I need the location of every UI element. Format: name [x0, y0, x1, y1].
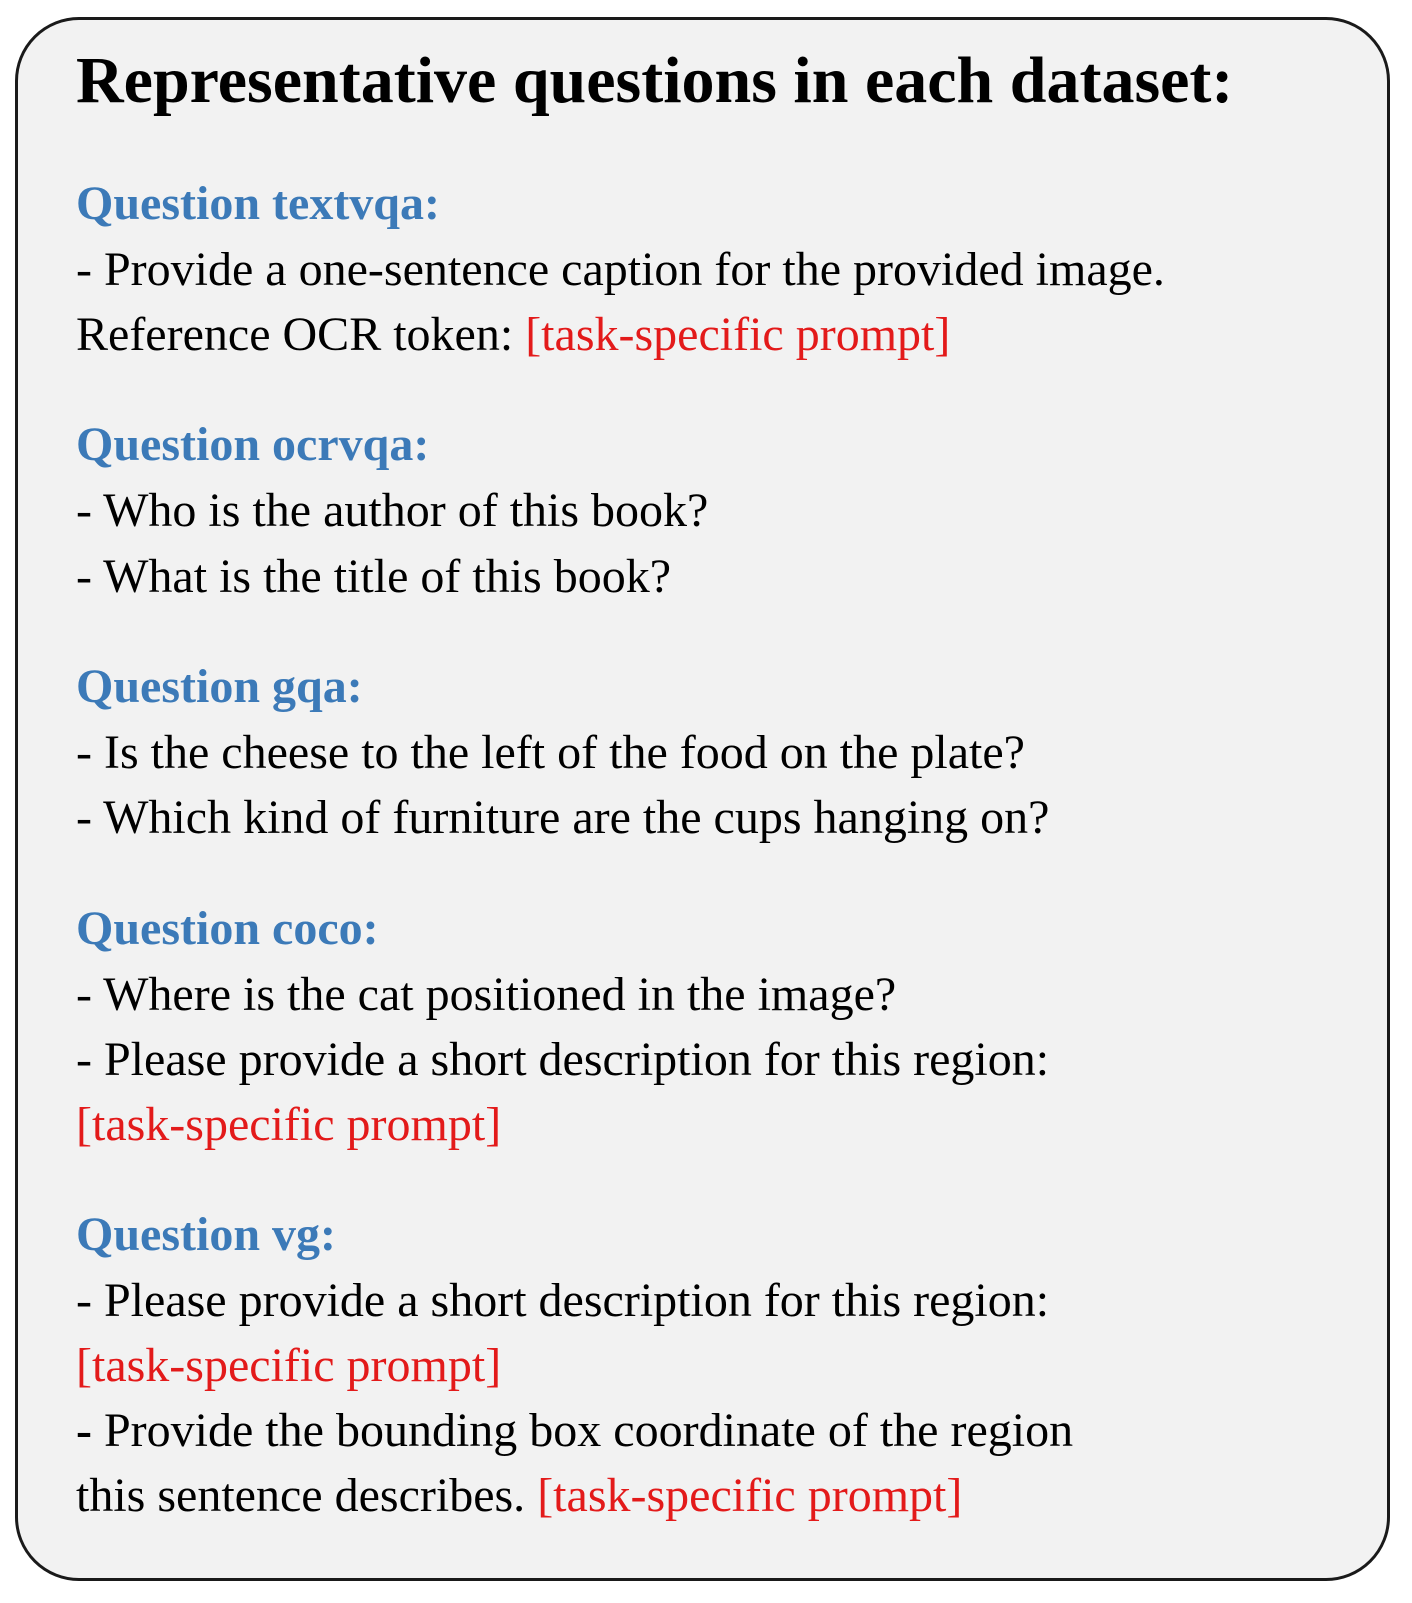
gqa-question-2: - Which kind of furniture are the cups hanging on? — [76, 791, 1050, 844]
vg-question-2-dash: - — [76, 1404, 92, 1457]
textvqa-task-prompt: [task-specific prompt] — [525, 308, 951, 361]
heading-vg: Question vg: — [76, 1208, 337, 1261]
vg-task-prompt-2: [task-specific prompt] — [537, 1469, 963, 1522]
vg-question-2-continued — [76, 1469, 963, 1522]
gqa-question-1: - Is the cheese to the left of the food on the plate? — [76, 726, 1025, 779]
heading-gqa: Question gqa: — [76, 660, 363, 713]
vg-question-2 — [76, 1404, 1074, 1457]
vg-question-1: - Please provide a short description for this region: — [76, 1274, 1050, 1327]
heading-coco: Question coco: — [76, 902, 379, 955]
coco-question-2: - Please provide a short description for this region: — [76, 1033, 1050, 1086]
textvqa-question-2-text: Reference OCR token: — [76, 308, 526, 361]
ocrvqa-question-1: - Who is the author of this book? — [76, 484, 709, 537]
heading-textvqa: Question textvqa: — [76, 177, 440, 230]
heading-ocrvqa: Question ocrvqa: — [76, 418, 430, 471]
textvqa-question-2 — [76, 308, 951, 361]
ocrvqa-question-2: - What is the title of this book? — [76, 550, 672, 603]
vg-question-2-continued-text: this sentence describes. — [76, 1469, 538, 1522]
coco-task-prompt: [task-specific prompt] — [76, 1098, 502, 1151]
vg-task-prompt-1: [task-specific prompt] — [76, 1339, 502, 1392]
textvqa-question-1: - Provide a one-sentence caption for the provided image. — [76, 243, 1165, 296]
card-title: Representative questions in each dataset: — [76, 44, 1234, 117]
coco-question-1: - Where is the cat positioned in the image? — [76, 968, 897, 1021]
vg-question-2-text: Provide the bounding box coordinate of the region — [91, 1404, 1074, 1457]
